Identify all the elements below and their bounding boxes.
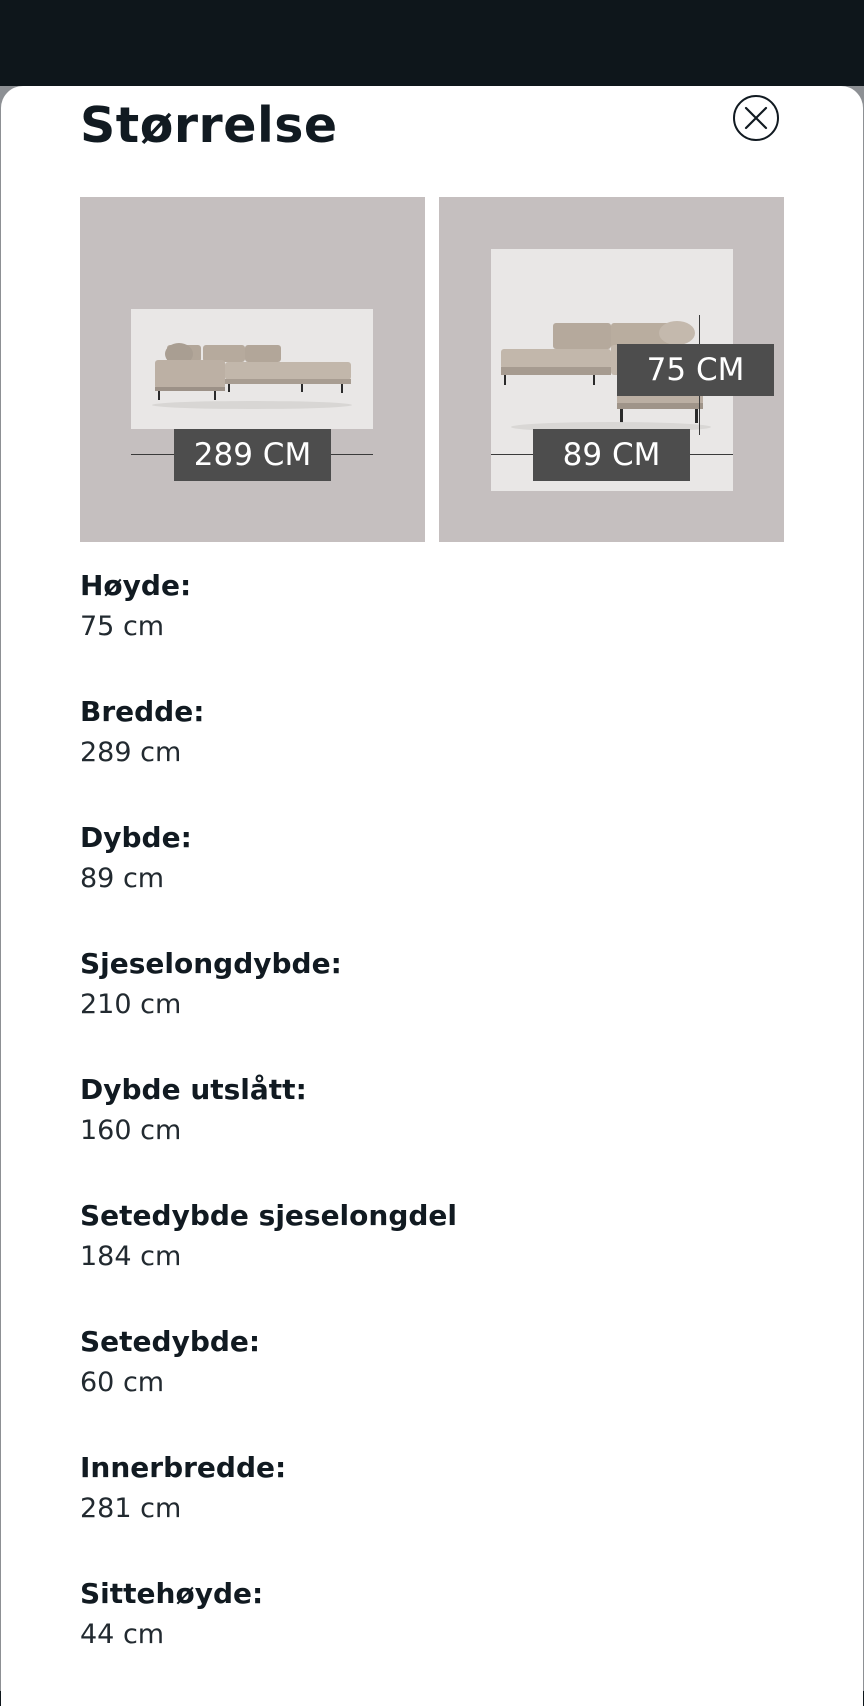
spec-label: Setedybde sjeselongdel <box>80 1199 458 1232</box>
depth-height-dimension-image[interactable] <box>439 197 784 542</box>
spec-value: 210 cm <box>80 989 182 1020</box>
spec-item-extended-depth <box>80 1070 780 1196</box>
height-label: 75 CM <box>617 344 774 396</box>
spec-item-inner-width <box>80 1448 780 1574</box>
spec-value: 160 cm <box>80 1115 182 1146</box>
spec-item-chaise-depth <box>80 944 780 1070</box>
spec-list <box>80 566 780 1700</box>
spec-value: 184 cm <box>80 1241 182 1272</box>
spec-item-height <box>80 566 780 692</box>
width-dimension-image[interactable] <box>80 197 425 542</box>
spec-label: Dybde utslått: <box>80 1073 307 1106</box>
page-title: Størrelse <box>80 97 338 154</box>
sofa-front-illustration <box>131 309 373 429</box>
spec-label: Bredde: <box>80 695 205 728</box>
sofa-front-photo <box>131 309 373 429</box>
spec-item-depth <box>80 818 780 944</box>
spec-value: 281 cm <box>80 1493 182 1524</box>
spec-value: 89 cm <box>80 863 165 894</box>
spec-label: Innerbredde: <box>80 1451 287 1484</box>
spec-label: Dybde: <box>80 821 192 854</box>
spec-label: Setedybde: <box>80 1325 261 1358</box>
spec-item-width <box>80 692 780 818</box>
spec-label: Sittehøyde: <box>80 1577 264 1610</box>
depth-label: 89 CM <box>533 429 690 481</box>
close-icon <box>744 106 768 130</box>
spec-value: 60 cm <box>80 1367 165 1398</box>
spec-item-seat-depth <box>80 1322 780 1448</box>
spec-item-chaise-seat-depth <box>80 1196 780 1322</box>
close-button[interactable] <box>733 95 779 141</box>
spec-label: Høyde: <box>80 569 192 602</box>
spec-value: 75 cm <box>80 611 165 642</box>
width-label: 289 CM <box>174 429 331 481</box>
spec-label: Sjeselongdybde: <box>80 947 342 980</box>
spec-value: 289 cm <box>80 737 182 768</box>
spec-value: 44 cm <box>80 1619 165 1650</box>
status-bar <box>0 0 864 86</box>
spec-item-seat-height <box>80 1574 780 1700</box>
